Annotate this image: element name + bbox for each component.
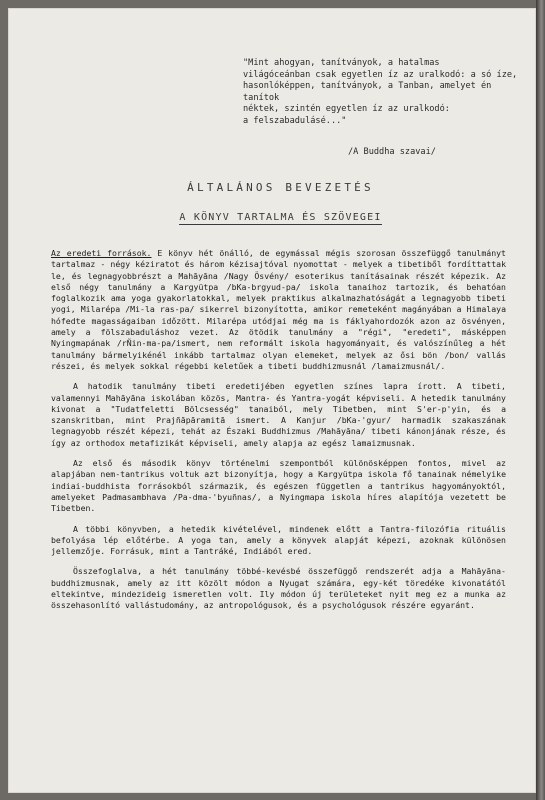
paragraph-3: Az első és második könyv történelmi szempontból különösképpen fontos, mivel az alapjában nem-tantrikus voltuk azt bizonyítja, hogy a Kargyütpa iskola fő tanainak némelyike indiai-buddhista forrásokból származik, és egészen független a tantrikus hagyományoktól, amelyeket Padmasambhava /Pa-dma-'byuñnas/, a Nyingmapa iskola híres alapítója vezetett be Tibetben. [51, 458, 506, 514]
paragraph-text: E könyv hét önálló, de egymással mégis szorosan összefüggő tanulmányt tartalmaz - négy kéziratot és három kézisajtóval nyomottat - melyek a tibetiből fordíttattak le, és legnagyobbrészt a Mahāyāna /Nagy Ösvény/ esoterikus tanításainak részét képezik. Az első négy tanulmány a Kargyütpa /bKa-brgyud-pa/ iskola tanaihoz tartozik, és behatóan foglalkozik ama yoga gyakorlatokkal, melyek praktikus alkalmazhatóságát a legnagyobb tibeti yogi, Milarépa /Mi-la ras-pa/ sikerrel bizonyította, amikor remeteként magányában a Himalaya hófedte magasságaiban időzött. Milarépa utódjai még ma is fáklyahordozók azon az ösvényen, amely a fölszabaduláshoz vezet. Az ötödik tanulmány a "régi", "eredeti", másképpen Nyingmapának /rÑin-ma-pa/ismert, nem reformált iskola hagyományait, és valószínűleg a hét tanulmány bármelyikénél inkább tartalmaz olyan elemeket, melyek az ősi bön /bon/ vallás részei, és melyek sokkal régebbi keletűek a tibeti buddhizmusnál /lamaizmusnál/. [51, 248, 506, 371]
page-subtitle-text: A KÖNYV TARTALMA ÉS SZÖVEGEI [179, 212, 382, 223]
epigraph-quote: "Mint ahogyan, tanítványok, a hatalmas világóceánban csak egyetlen íz az uralkodó: a só íze, hasonlóképpen, tanítványok, a Tanban, amelyet én tanítok néktek, szintén egyetlen íz az uralkodó: a felszabadulásé..." [243, 58, 518, 126]
paragraph-4: A többi könyvben, a hetedik kivételével, mindenek előtt a Tantra-filozófia rituális befolyása lép előtérbe. A yoga tan, amely a könyvek alapját képezi, azoknak különösen jellemzője. Forrásuk, mint a Tantráké, Indiából ered. [51, 523, 506, 557]
page-title: ÁLTALÁNOS BEVEZETÉS [187, 181, 374, 194]
scan-edge [536, 0, 545, 800]
body-text [51, 248, 506, 621]
paragraph-heading: Az eredeti források. [51, 248, 152, 258]
epigraph-attribution: /A Buddha szavai/ [348, 147, 436, 157]
paragraph-2: A hatodik tanulmány tibeti eredetijében egyetlen színes lapra írott. A tibeti, valamennyi Mahāyāna iskolában közös, Mantra- és Yantra-yogát képviseli. A hetedik tanulmány kivonat a "Tudatfeletti Bölcsesség" tanaiból, mely Tibetben, mint S'er-p'yin, és a szanskritban, mint Prajñāpāramitā ismert. A Kanjur /bKa-'gyur/ harmadik szakaszának legnagyobb részét képezi, tehát az Északi Buddhizmus /Mahāyāna/ tibeti kánonjának része, és így az orthodox metafizikát képviseli, amely alapja az egész lamaizmusnak. [51, 381, 506, 448]
page-subtitle [8, 212, 536, 223]
paragraph-1 [51, 248, 506, 372]
document-page [8, 8, 536, 793]
paragraph-5: Összefoglalva, a hét tanulmány többé-kevésbé összefüggő rendszerét adja a Mahāyāna-buddhizmusnak, amely az itt közölt módon a Nyugat számára, egy-két töredéke kivonatától eltekintve, mindezideig ismeretlen volt. Ily módon új területeket nyit meg ez a munka az összehasonlító vallástudomány, az antropológusok, és a psychológusok részére egyaránt. [51, 566, 506, 611]
